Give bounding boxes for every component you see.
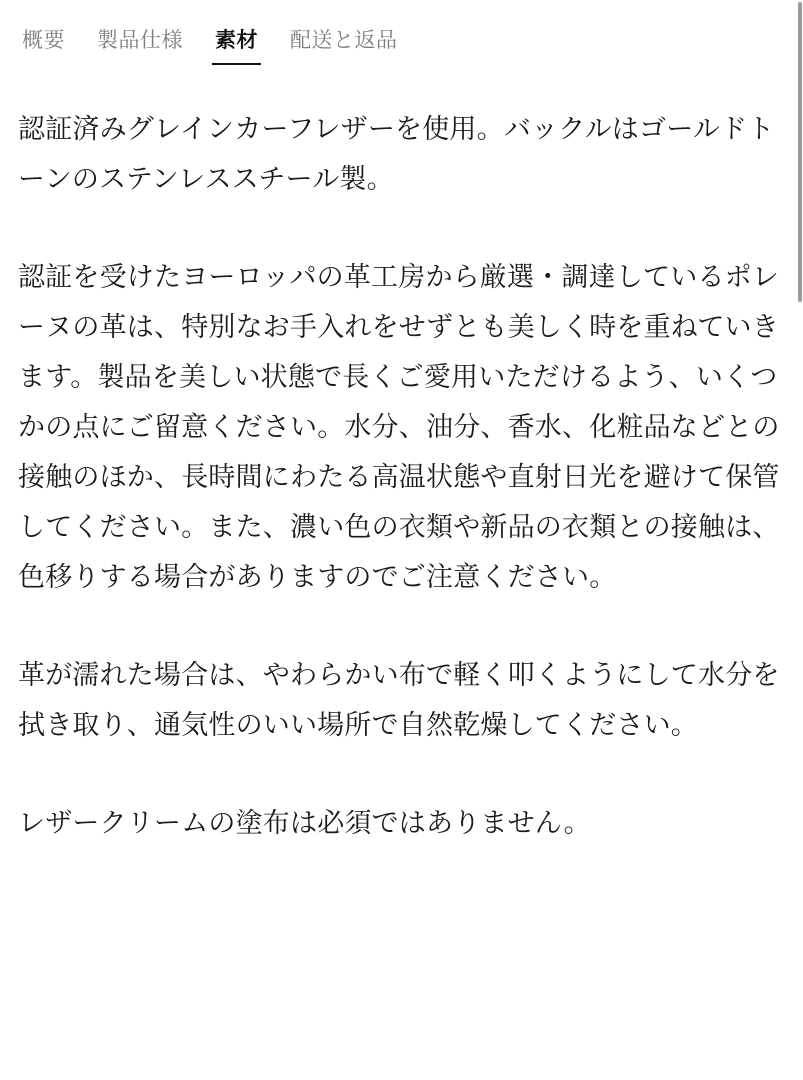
page-scrollbar-thumb[interactable]	[798, 2, 802, 302]
tab-overview-label: 概要	[22, 29, 65, 52]
page-scrollbar[interactable]	[797, 0, 803, 1080]
product-info-tabs	[0, 0, 803, 76]
tab-specifications-label: 製品仕様	[97, 29, 183, 52]
paragraph-wet-leather: 革が濡れた場合は、やわらかい布で軽く叩くようにして水分を拭き取り、通気性のいい場所で自然乾燥してください。	[18, 660, 780, 740]
paragraph-leather-cream: レザークリームの塗布は必須ではありません。	[18, 808, 591, 838]
tab-overview[interactable]	[18, 26, 81, 70]
tab-materials[interactable]	[199, 26, 274, 70]
tab-specifications[interactable]	[81, 26, 199, 70]
materials-content	[0, 76, 803, 848]
paragraph-care-instructions: 認証を受けたヨーロッパの革工房から厳選・調達しているポレーヌの革は、特別なお手入れをせずとも美しく時を重ねていきます。製品を美しい状態で長くご愛用いただけるよう、いくつかの点にご留意ください。水分、油分、香水、化粧品などとの接触のほか、長時間にわたる高温状態や直射日光を避けて保管してください。また、濃い色の衣類や新品の衣類との接触は、色移りする場合がありますのでご注意ください。	[18, 262, 780, 592]
tab-materials-label: 素材	[215, 29, 258, 52]
tab-shipping-returns[interactable]	[274, 26, 414, 70]
tab-shipping-returns-label: 配送と返品	[290, 29, 398, 52]
paragraph-material-summary: 認証済みグレインカーフレザーを使用。バックルはゴールドトーンのステンレススチール製。	[18, 114, 775, 194]
